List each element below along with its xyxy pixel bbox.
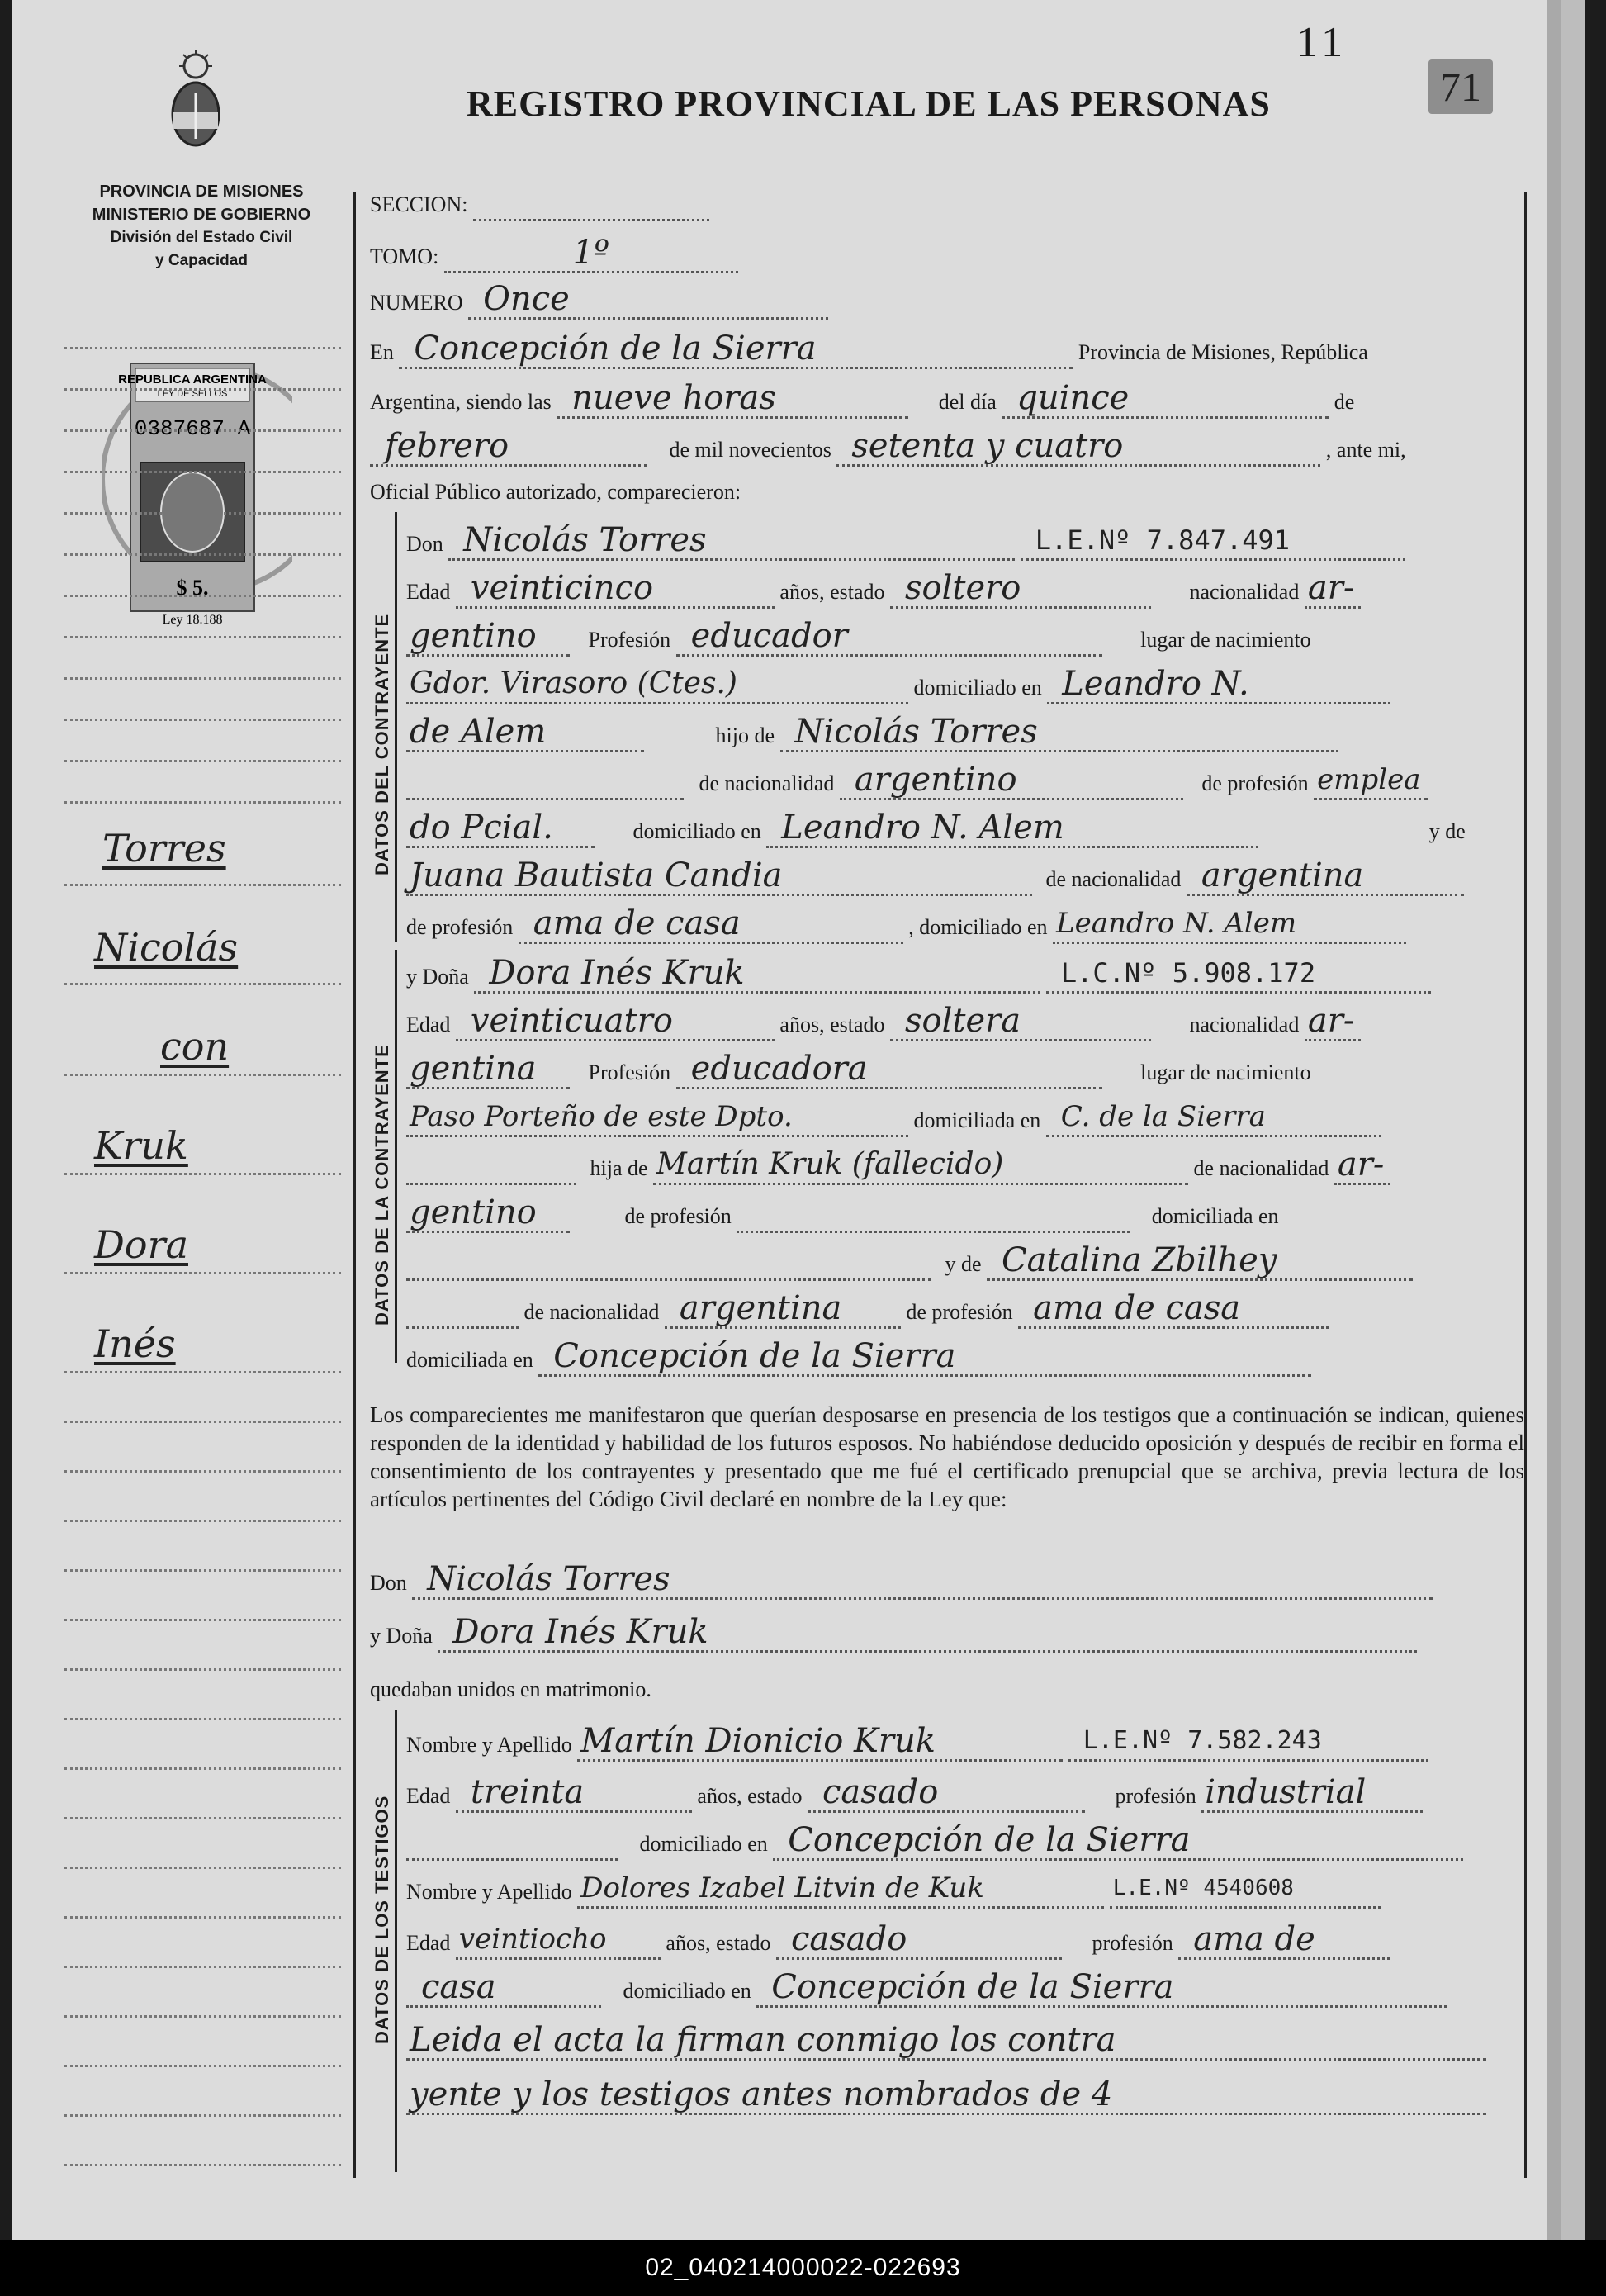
margin-note-1: Torres: [102, 826, 226, 870]
page-edge: [1547, 0, 1561, 2240]
contrayente-prof-row: gentino Profesión educador lugar de nacimiento: [406, 618, 1311, 657]
margin-note-6: Inés: [94, 1321, 176, 1366]
contrayenta-padre-nac-row: gentino de profesión domiciliada en: [406, 1194, 1279, 1233]
issuer-header: [61, 180, 342, 273]
margin-note-2: Nicolás: [94, 925, 239, 970]
closing-line-1: Leida el acta la firman conmigo los contra: [406, 2022, 1486, 2061]
contrayenta-lugar-row: Paso Porteño de este Dpto. domiciliada en C. de la Sierra: [406, 1098, 1381, 1137]
testigo-1-dom-row: domiciliado en Concepción de la Sierra: [406, 1822, 1463, 1861]
section-label-contrayenta: DATOS DE LA CONTRAYENTE: [372, 1044, 392, 1326]
union-dona-row: y Doña Dora Inés Kruk: [370, 1614, 1417, 1653]
section-label-contrayente: DATOS DEL CONTRAYENTE: [372, 613, 392, 875]
contrayente-padre-row: de Alem hijo de Nicolás Torres: [406, 714, 1338, 752]
seccion-row: SECCION:: [370, 188, 709, 221]
tomo-value: 1º: [444, 235, 738, 273]
tomo-row: TOMO: 1º: [370, 235, 738, 273]
issuer-capacity: y Capacidad: [155, 252, 248, 269]
contrayente-padre-dom-row: do Pcial. domiciliado en Leandro N. Alem y de: [406, 809, 1466, 848]
contrayenta-edad-row: Edad veinticuatro años, estado soltera nacionalidad ar-: [406, 1003, 1361, 1041]
document-page: [12, 0, 1585, 2240]
contrayente-padre-nac-row: de nacionalidad argentino de profesión emplea: [406, 761, 1428, 800]
contrayente-madre-prof-row: de profesión ama de casa , domiciliado en Leandro N. Alem: [406, 905, 1406, 944]
scan-id-footer: 02_040214000022-022693: [0, 2240, 1606, 2296]
stamp-subtitle: LEY DE SELLOS: [157, 389, 228, 399]
issuer-ministry: MINISTERIO DE GOBIERNO: [92, 206, 311, 224]
page-number: 11: [1296, 19, 1348, 66]
stamp-number: 0387687 A: [134, 416, 251, 441]
contrayenta-name-row: y Doña Dora Inés Kruk L.C.Nº 5.908.172: [406, 955, 1431, 994]
section-label-testigos: DATOS DE LOS TESTIGOS: [372, 1795, 392, 2044]
intro-line-3: febrero de mil novecientos setenta y cuatro , ante mi,: [370, 428, 1406, 467]
stamp-country: REPUBLICA ARGENTINA: [118, 372, 267, 387]
stamp-law: Ley 18.188: [162, 613, 223, 627]
issuer-division: División del Estado Civil: [110, 229, 293, 246]
margin-note-3: con: [160, 1024, 230, 1069]
testigo-2-name-row: Nombre y Apellido Dolores Izabel Litvin de Kuk L.E.Nº 4540608: [406, 1870, 1381, 1909]
intro-line-1: En Concepción de la Sierra Provincia de Misiones, República: [370, 330, 1368, 368]
contrayente-edad-row: Edad veinticinco años, estado soltero nacionalidad ar-: [406, 570, 1361, 609]
contrayenta-padre-row: hija de Martín Kruk (fallecido) de nacionalidad ar-: [406, 1146, 1390, 1185]
union-don-row: Don Nicolás Torres: [370, 1561, 1433, 1600]
contrayenta-madre-nac-row: de nacionalidad argentina de profesión ama de casa: [406, 1290, 1329, 1329]
testigo-1-name-row: Nombre y Apellido Martín Dionicio Kruk L.E.Nº 7.582.243: [406, 1723, 1428, 1762]
stamp-value: $ 5.: [176, 576, 209, 600]
contrayente-lugar-row: Gdor. Virasoro (Ctes.) domiciliado en Leandro N.: [406, 666, 1390, 704]
document-title: REGISTRO PROVINCIAL DE LAS PERSONAS: [467, 83, 1271, 124]
coat-of-arms-icon: [167, 48, 225, 155]
seccion-value: [473, 219, 709, 221]
testigo-2-dom-row: casa domiciliado en Concepción de la Sierra: [406, 1969, 1447, 2008]
contrayente-madre-row: Juana Bautista Candia de nacionalidad argentina: [406, 857, 1464, 896]
margin-note-5: Dora: [94, 1222, 188, 1267]
folio-stamp: 71: [1428, 59, 1493, 114]
contrayente-name-row: Don Nicolás Torres L.E.Nº 7.847.491: [406, 522, 1405, 561]
intro-line-4: Oficial Público autorizado, comparecieron:: [370, 480, 741, 504]
intro-line-2: Argentina, siendo las nueve horas del día quince de: [370, 379, 1355, 417]
testigo-1-edad-row: Edad treinta años, estado casado profesión industrial: [406, 1774, 1423, 1813]
closing-line-2: yente y los testigos antes nombrados de 4: [406, 2076, 1486, 2115]
margin-note-4: Kruk: [94, 1123, 188, 1168]
fiscal-stamp: [102, 355, 292, 628]
contrayenta-prof-row: gentina Profesión educadora lugar de nacimiento: [406, 1051, 1311, 1089]
contrayenta-madre-dom-row: domiciliada en Concepción de la Sierra: [406, 1338, 1311, 1377]
issuer-province: PROVINCIA DE MISIONES: [99, 183, 304, 201]
numero-row: NUMERO Once: [370, 281, 828, 320]
declaration-text: Los comparecientes me manifestaron que querían desposarse en presencia de los testigos que a continuación se indican, quienes responden de la identidad y habilidad de los futuros esposos. No habiéndose deducido oposición y después de recibir en forma el consentimiento de los contrayentes y presentado que me fué el certificado prenupcial que se archiva, previa lectura de los artículos pertinentes del Código Civil declaré en nombre de la Ley que:: [370, 1402, 1524, 1511]
union-quedaban: quedaban unidos en matrimonio.: [370, 1677, 651, 1701]
testigo-2-edad-row: Edad veintiocho años, estado casado profesión ama de: [406, 1921, 1390, 1960]
numero-value: Once: [468, 281, 828, 320]
contrayenta-madre-row: y de Catalina Zbilhey: [406, 1242, 1413, 1281]
